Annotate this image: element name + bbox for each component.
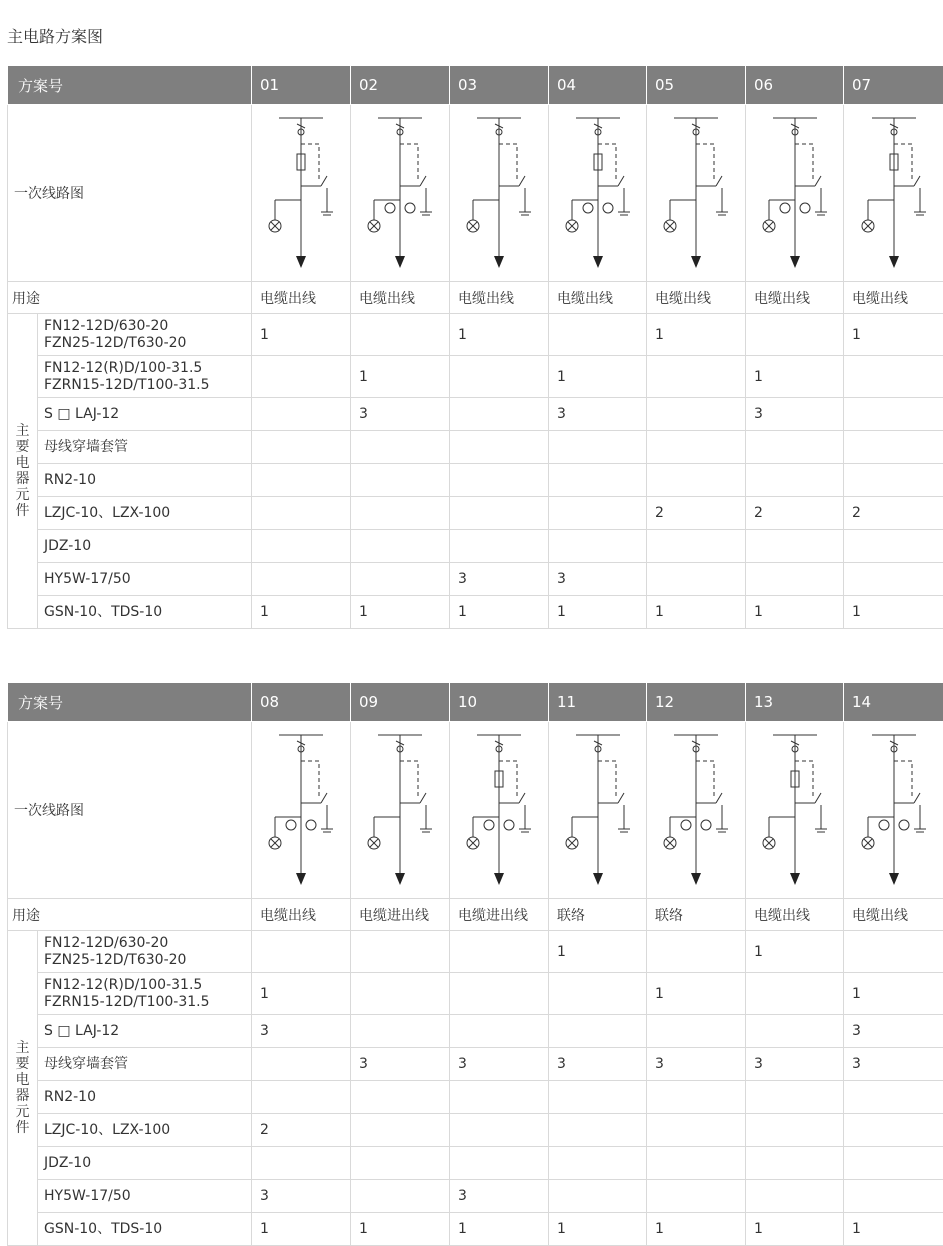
circuit-diagram-icon xyxy=(652,725,740,895)
component-quantity xyxy=(252,530,351,563)
component-quantity xyxy=(252,356,351,398)
component-name: RN2-10 xyxy=(38,1081,252,1114)
component-quantity xyxy=(351,1147,450,1180)
component-quantity xyxy=(252,497,351,530)
component-quantity xyxy=(746,973,844,1015)
circuit-diagram xyxy=(549,722,647,899)
scheme-number: 01 xyxy=(252,66,351,105)
component-name: RN2-10 xyxy=(38,464,252,497)
component-quantity xyxy=(549,464,647,497)
scheme-number: 03 xyxy=(450,66,549,105)
component-quantity: 2 xyxy=(746,497,844,530)
scheme-number: 10 xyxy=(450,683,549,722)
component-name: FN12-12D/630-20 FZN25-12D/T630-20 xyxy=(38,931,252,973)
component-quantity: 2 xyxy=(844,497,943,530)
component-quantity xyxy=(549,314,647,356)
component-quantity xyxy=(746,530,844,563)
component-quantity: 1 xyxy=(351,356,450,398)
component-quantity xyxy=(252,1081,351,1114)
component-quantity: 1 xyxy=(549,596,647,629)
circuit-diagram xyxy=(746,105,844,282)
component-quantity: 1 xyxy=(549,931,647,973)
component-quantity: 3 xyxy=(746,1048,844,1081)
usage-cell: 电缆出线 xyxy=(252,282,351,314)
usage-cell: 电缆出线 xyxy=(746,282,844,314)
circuit-diagram xyxy=(844,105,943,282)
circuit-diagram xyxy=(844,722,943,899)
component-name: LZJC-10、LZX-100 xyxy=(38,1114,252,1147)
circuit-diagram-icon xyxy=(850,108,938,278)
component-quantity: 3 xyxy=(450,1180,549,1213)
component-quantity: 1 xyxy=(647,1213,746,1246)
component-quantity xyxy=(549,530,647,563)
circuit-diagram-icon xyxy=(850,725,938,895)
scheme-number: 12 xyxy=(647,683,746,722)
main-components-label: 主要电器元件 xyxy=(8,931,38,1246)
circuit-diagram xyxy=(647,722,746,899)
circuit-diagram-icon xyxy=(554,108,642,278)
component-quantity xyxy=(647,563,746,596)
scheme-number: 14 xyxy=(844,683,943,722)
circuit-diagram xyxy=(351,722,450,899)
component-quantity xyxy=(351,931,450,973)
scheme-number: 13 xyxy=(746,683,844,722)
component-quantity xyxy=(647,931,746,973)
component-quantity: 1 xyxy=(647,314,746,356)
circuit-diagram-icon xyxy=(455,725,543,895)
component-quantity: 1 xyxy=(450,1213,549,1246)
component-quantity: 1 xyxy=(647,973,746,1015)
component-quantity xyxy=(647,356,746,398)
scheme-table-1 xyxy=(7,66,943,629)
scheme-table-2 xyxy=(7,683,943,1246)
component-quantity xyxy=(351,1180,450,1213)
component-quantity xyxy=(252,464,351,497)
component-quantity: 1 xyxy=(252,314,351,356)
circuit-diagram-icon xyxy=(356,725,444,895)
component-quantity xyxy=(647,1081,746,1114)
component-quantity xyxy=(746,464,844,497)
component-quantity: 1 xyxy=(252,596,351,629)
component-quantity xyxy=(647,464,746,497)
component-quantity xyxy=(844,563,943,596)
component-quantity: 1 xyxy=(351,1213,450,1246)
usage-cell: 电缆出线 xyxy=(351,282,450,314)
component-quantity xyxy=(450,931,549,973)
component-quantity xyxy=(351,530,450,563)
usage-row-label: 用途 xyxy=(8,282,252,314)
usage-cell: 联络 xyxy=(549,899,647,931)
usage-row-label: 用途 xyxy=(8,899,252,931)
component-quantity: 3 xyxy=(549,398,647,431)
component-quantity xyxy=(844,1114,943,1147)
component-quantity xyxy=(351,563,450,596)
component-quantity xyxy=(844,1180,943,1213)
component-quantity: 1 xyxy=(549,356,647,398)
component-quantity xyxy=(746,1015,844,1048)
usage-cell: 电缆出线 xyxy=(549,282,647,314)
component-quantity xyxy=(746,1180,844,1213)
scheme-number: 05 xyxy=(647,66,746,105)
component-quantity xyxy=(844,356,943,398)
page-title: 主电路方案图 xyxy=(7,27,104,46)
component-quantity xyxy=(450,1081,549,1114)
component-quantity: 1 xyxy=(844,1213,943,1246)
component-quantity xyxy=(351,1015,450,1048)
component-quantity xyxy=(351,973,450,1015)
usage-cell: 电缆出线 xyxy=(252,899,351,931)
component-quantity: 3 xyxy=(252,1180,351,1213)
component-quantity xyxy=(450,431,549,464)
component-quantity xyxy=(351,464,450,497)
circuit-diagram-icon xyxy=(257,108,345,278)
component-quantity xyxy=(450,973,549,1015)
component-quantity xyxy=(351,497,450,530)
circuit-diagram-icon xyxy=(751,725,839,895)
circuit-diagram xyxy=(351,105,450,282)
component-quantity xyxy=(844,398,943,431)
usage-cell: 电缆进出线 xyxy=(351,899,450,931)
component-quantity xyxy=(252,431,351,464)
component-name: HY5W-17/50 xyxy=(38,1180,252,1213)
component-name: GSN-10、TDS-10 xyxy=(38,596,252,629)
component-name: FN12-12(R)D/100-31.5 FZRN15-12D/T100-31.5 xyxy=(38,973,252,1015)
scheme-no-header: 方案号 xyxy=(8,683,252,722)
component-name: LZJC-10、LZX-100 xyxy=(38,497,252,530)
component-quantity: 1 xyxy=(252,973,351,1015)
component-quantity: 1 xyxy=(450,596,549,629)
circuit-diagram-icon xyxy=(751,108,839,278)
component-quantity: 3 xyxy=(252,1015,351,1048)
usage-cell: 电缆进出线 xyxy=(450,899,549,931)
component-quantity xyxy=(549,1147,647,1180)
component-quantity xyxy=(549,497,647,530)
component-quantity xyxy=(746,563,844,596)
component-quantity: 1 xyxy=(844,973,943,1015)
component-name: HY5W-17/50 xyxy=(38,563,252,596)
circuit-diagram xyxy=(746,722,844,899)
diagram-row-label: 一次线路图 xyxy=(8,105,252,282)
component-quantity: 3 xyxy=(351,1048,450,1081)
component-quantity: 3 xyxy=(450,563,549,596)
component-quantity xyxy=(549,1015,647,1048)
component-name: S □ LAJ-12 xyxy=(38,1015,252,1048)
component-quantity xyxy=(252,1048,351,1081)
component-quantity xyxy=(647,1180,746,1213)
scheme-no-header: 方案号 xyxy=(8,66,252,105)
component-quantity xyxy=(351,314,450,356)
circuit-diagram xyxy=(252,105,351,282)
component-quantity: 1 xyxy=(647,596,746,629)
component-quantity: 1 xyxy=(844,314,943,356)
component-quantity: 3 xyxy=(549,563,647,596)
component-name: 母线穿墙套管 xyxy=(38,1048,252,1081)
component-quantity: 1 xyxy=(844,596,943,629)
circuit-diagram-icon xyxy=(455,108,543,278)
component-quantity xyxy=(450,530,549,563)
component-quantity xyxy=(450,356,549,398)
scheme-number: 07 xyxy=(844,66,943,105)
usage-cell: 电缆出线 xyxy=(746,899,844,931)
component-quantity xyxy=(450,398,549,431)
component-quantity xyxy=(351,1114,450,1147)
component-quantity: 3 xyxy=(351,398,450,431)
component-quantity xyxy=(746,314,844,356)
component-quantity xyxy=(844,931,943,973)
component-quantity: 1 xyxy=(746,931,844,973)
component-quantity: 1 xyxy=(746,596,844,629)
scheme-number: 11 xyxy=(549,683,647,722)
component-quantity xyxy=(647,530,746,563)
component-quantity xyxy=(844,1081,943,1114)
component-quantity: 1 xyxy=(549,1213,647,1246)
component-name: 母线穿墙套管 xyxy=(38,431,252,464)
component-name: JDZ-10 xyxy=(38,1147,252,1180)
component-name: S □ LAJ-12 xyxy=(38,398,252,431)
scheme-number: 09 xyxy=(351,683,450,722)
circuit-diagram xyxy=(252,722,351,899)
component-quantity xyxy=(252,398,351,431)
component-quantity: 2 xyxy=(252,1114,351,1147)
component-quantity xyxy=(844,1147,943,1180)
component-quantity xyxy=(450,497,549,530)
main-components-label: 主要电器元件 xyxy=(8,314,38,629)
component-quantity xyxy=(844,431,943,464)
component-quantity xyxy=(844,464,943,497)
component-quantity: 1 xyxy=(252,1213,351,1246)
scheme-number: 04 xyxy=(549,66,647,105)
component-quantity xyxy=(549,431,647,464)
component-quantity xyxy=(549,1114,647,1147)
component-quantity xyxy=(450,464,549,497)
component-quantity xyxy=(252,931,351,973)
component-quantity xyxy=(746,1081,844,1114)
component-quantity xyxy=(252,1147,351,1180)
component-name: FN12-12D/630-20 FZN25-12D/T630-20 xyxy=(38,314,252,356)
component-quantity xyxy=(351,1081,450,1114)
component-quantity xyxy=(549,1180,647,1213)
component-quantity xyxy=(647,1147,746,1180)
circuit-diagram-icon xyxy=(554,725,642,895)
usage-cell: 电缆出线 xyxy=(450,282,549,314)
component-quantity xyxy=(549,973,647,1015)
circuit-diagram-icon xyxy=(257,725,345,895)
component-quantity: 3 xyxy=(746,398,844,431)
component-quantity xyxy=(351,431,450,464)
component-quantity xyxy=(450,1114,549,1147)
circuit-diagram-icon xyxy=(356,108,444,278)
component-quantity: 3 xyxy=(647,1048,746,1081)
component-quantity xyxy=(252,563,351,596)
component-quantity xyxy=(549,1081,647,1114)
component-quantity xyxy=(647,1114,746,1147)
component-quantity: 3 xyxy=(450,1048,549,1081)
usage-cell: 电缆出线 xyxy=(647,282,746,314)
component-quantity: 1 xyxy=(746,356,844,398)
component-quantity: 1 xyxy=(351,596,450,629)
component-quantity xyxy=(450,1147,549,1180)
component-quantity: 1 xyxy=(746,1213,844,1246)
scheme-number: 02 xyxy=(351,66,450,105)
component-quantity: 3 xyxy=(844,1048,943,1081)
component-quantity xyxy=(746,1147,844,1180)
component-quantity xyxy=(450,1015,549,1048)
component-quantity xyxy=(746,1114,844,1147)
component-name: JDZ-10 xyxy=(38,530,252,563)
circuit-diagram xyxy=(450,105,549,282)
component-quantity xyxy=(844,530,943,563)
component-quantity: 2 xyxy=(647,497,746,530)
component-quantity: 3 xyxy=(844,1015,943,1048)
scheme-number: 08 xyxy=(252,683,351,722)
component-name: FN12-12(R)D/100-31.5 FZRN15-12D/T100-31.5 xyxy=(38,356,252,398)
circuit-diagram xyxy=(647,105,746,282)
component-quantity xyxy=(647,1015,746,1048)
usage-cell: 电缆出线 xyxy=(844,282,943,314)
component-quantity: 1 xyxy=(450,314,549,356)
scheme-number: 06 xyxy=(746,66,844,105)
diagram-row-label: 一次线路图 xyxy=(8,722,252,899)
usage-cell: 联络 xyxy=(647,899,746,931)
component-quantity: 3 xyxy=(549,1048,647,1081)
component-quantity xyxy=(647,431,746,464)
circuit-diagram xyxy=(549,105,647,282)
circuit-diagram xyxy=(450,722,549,899)
component-name: GSN-10、TDS-10 xyxy=(38,1213,252,1246)
component-quantity xyxy=(746,431,844,464)
circuit-diagram-icon xyxy=(652,108,740,278)
usage-cell: 电缆出线 xyxy=(844,899,943,931)
component-quantity xyxy=(647,398,746,431)
